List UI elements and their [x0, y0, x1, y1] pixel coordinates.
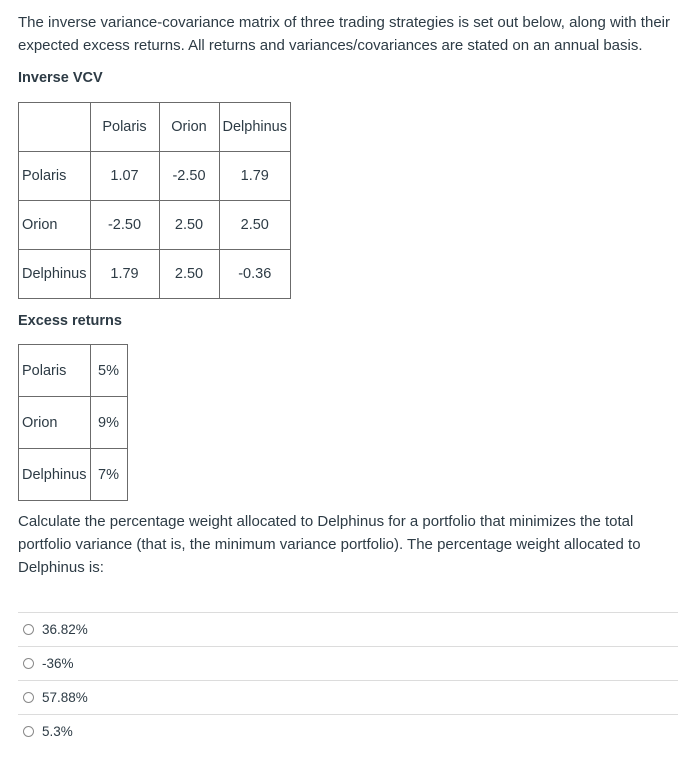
inverse-vcv-heading: Inverse VCV — [18, 70, 103, 86]
row-label-orion: Orion — [19, 397, 91, 449]
question-prompt: Calculate the percentage weight allocated to Delphinus for a portfolio that minimizes the total portfolio variance (that is, the minimum variance portfolio). The percentage weight allocated to Delphinus is: — [18, 513, 641, 576]
radio-button[interactable] — [23, 692, 34, 703]
table-cell: -2.50 — [159, 152, 219, 201]
table-cell: 1.07 — [90, 152, 159, 201]
column-header-delphinus: Delphinus — [219, 103, 291, 152]
radio-button[interactable] — [23, 624, 34, 635]
answer-option-4[interactable] — [18, 714, 678, 748]
answer-options — [18, 612, 678, 748]
answer-option-1[interactable] — [18, 612, 678, 646]
table-row — [19, 250, 291, 299]
row-label-delphinus: Delphinus — [19, 250, 91, 299]
table-cell: 2.50 — [159, 201, 219, 250]
table-cell: 1.79 — [90, 250, 159, 299]
answer-label: 57.88% — [42, 690, 88, 705]
table-header-row — [19, 103, 291, 152]
table-cell: 2.50 — [159, 250, 219, 299]
table-cell: -2.50 — [90, 201, 159, 250]
column-header-orion: Orion — [159, 103, 219, 152]
table-cell: 9% — [90, 397, 127, 449]
inverse-vcv-table — [18, 102, 291, 299]
table-row — [19, 152, 291, 201]
table-row — [19, 345, 128, 397]
radio-button[interactable] — [23, 726, 34, 737]
row-label-polaris: Polaris — [19, 345, 91, 397]
table-row — [19, 397, 128, 449]
column-header-polaris: Polaris — [90, 103, 159, 152]
row-label-orion: Orion — [19, 201, 91, 250]
answer-label: 5.3% — [42, 724, 73, 739]
table-row — [19, 201, 291, 250]
row-label-polaris: Polaris — [19, 152, 91, 201]
question-intro: The inverse variance-covariance matrix of three trading strategies is set out below, along with their expected excess returns. All returns and variances/covariances are stated on an annual basis. — [18, 14, 670, 54]
table-cell: 2.50 — [219, 201, 291, 250]
table-cell: 7% — [90, 449, 127, 501]
excess-returns-table — [18, 344, 128, 501]
radio-button[interactable] — [23, 658, 34, 669]
answer-option-2[interactable] — [18, 646, 678, 680]
table-row — [19, 449, 128, 501]
excess-returns-heading: Excess returns — [18, 313, 122, 329]
table-cell: 1.79 — [219, 152, 291, 201]
table-cell: 5% — [90, 345, 127, 397]
answer-label: 36.82% — [42, 622, 88, 637]
table-corner-cell — [19, 103, 91, 152]
answer-label: -36% — [42, 656, 74, 671]
row-label-delphinus: Delphinus — [19, 449, 91, 501]
table-cell: -0.36 — [219, 250, 291, 299]
answer-option-3[interactable] — [18, 680, 678, 714]
